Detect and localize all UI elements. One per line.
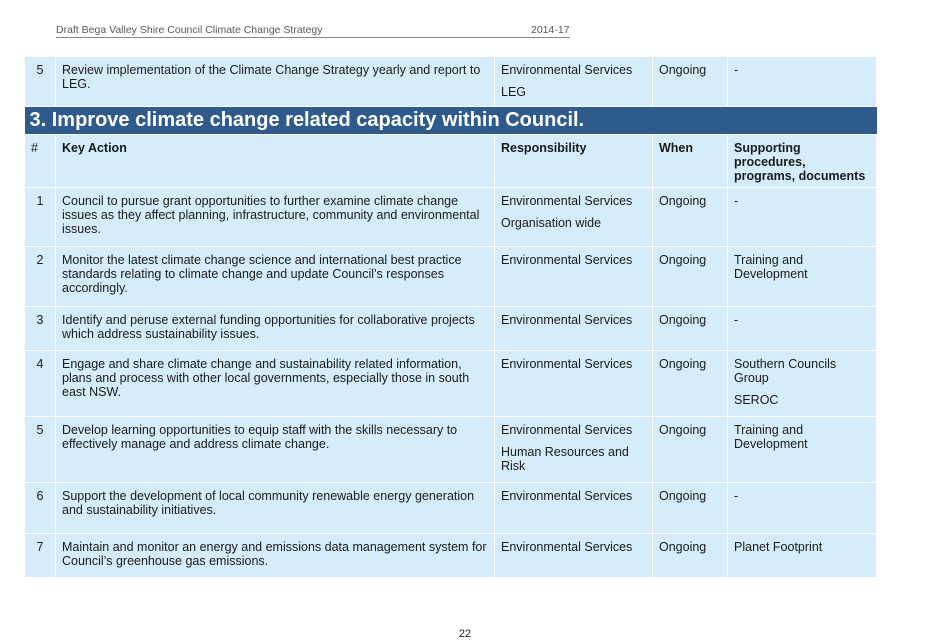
responsibility-cell	[495, 188, 653, 247]
table-row	[25, 188, 877, 247]
row-number: 3	[25, 307, 56, 351]
supporting-cell	[728, 417, 877, 483]
responsibility-cell	[495, 483, 653, 534]
supporting-line: Southern Councils Group	[734, 357, 837, 385]
document-title: Draft Bega Valley Shire Council Climate Change Strategy	[56, 24, 323, 36]
when-cell: Ongoing	[653, 247, 728, 307]
col-header-supporting: Supporting procedures, programs, documents	[728, 135, 877, 188]
responsibility-line: LEG	[501, 85, 527, 99]
responsibility-cell	[495, 57, 653, 107]
table-row	[25, 483, 877, 534]
responsibility-line: Human Resources and Risk	[501, 445, 629, 473]
table-row	[25, 534, 877, 578]
responsibility-line: Environmental Services	[501, 313, 633, 327]
responsibility-line: Environmental Services	[501, 194, 633, 208]
row-number: 4	[25, 351, 56, 417]
supporting-cell	[728, 483, 877, 534]
row-number: 6	[25, 483, 56, 534]
page-number: 22	[458, 628, 472, 640]
table-row	[25, 307, 877, 351]
table-row-prev	[25, 57, 877, 107]
supporting-line: Training and Development	[734, 423, 808, 451]
supporting-cell: -	[728, 57, 877, 107]
when-cell: Ongoing	[653, 417, 728, 483]
responsibility-cell	[495, 534, 653, 578]
table-row	[25, 351, 877, 417]
row-number: 7	[25, 534, 56, 578]
row-number: 5	[25, 417, 56, 483]
col-header-responsibility: Responsibility	[495, 135, 653, 188]
key-action-cell: Develop learning opportunities to equip staff with the skills necessary to effectively manage and address climate change.	[56, 417, 495, 483]
col-header-action: Key Action	[56, 135, 495, 188]
responsibility-line: Environmental Services	[501, 489, 633, 503]
when-cell: Ongoing	[653, 483, 728, 534]
responsibility-line: Organisation wide	[501, 216, 602, 230]
when-cell: Ongoing	[653, 534, 728, 578]
row-number: 2	[25, 247, 56, 307]
when-cell: Ongoing	[653, 188, 728, 247]
key-action-cell: Monitor the latest climate change science and international best practice standards relating to climate change and update Council’s responses accordingly.	[56, 247, 495, 307]
responsibility-cell	[495, 307, 653, 351]
col-header-num: #	[25, 135, 56, 188]
col-header-when: When	[653, 135, 728, 188]
section-heading: 3. Improve climate change related capacity within Council.	[25, 107, 877, 135]
row-number: 5	[25, 57, 56, 107]
responsibility-line: Environmental Services	[501, 253, 633, 267]
key-action-cell: Maintain and monitor an energy and emissions data management system for Council’s greenhouse gas emissions.	[56, 534, 495, 578]
responsibility-cell	[495, 247, 653, 307]
supporting-cell	[728, 247, 877, 307]
responsibility-line: Environmental Services	[501, 540, 633, 554]
when-cell: Ongoing	[653, 57, 728, 107]
table-row	[25, 417, 877, 483]
column-header-row	[25, 135, 877, 188]
responsibility-line: Environmental Services	[501, 423, 633, 437]
when-cell: Ongoing	[653, 351, 728, 417]
supporting-line: SEROC	[734, 393, 779, 407]
page-header	[56, 24, 570, 38]
document-year: 2014-17	[531, 24, 570, 36]
supporting-line: -	[734, 194, 739, 208]
supporting-line: -	[734, 313, 739, 327]
supporting-line: Planet Footprint	[734, 540, 823, 554]
key-action-cell: Council to pursue grant opportunities to further examine climate change issues as they affect planning, infrastructure, community and environmental issues.	[56, 188, 495, 247]
key-action-cell: Support the development of local community renewable energy generation and sustainability initiatives.	[56, 483, 495, 534]
when-cell: Ongoing	[653, 307, 728, 351]
responsibility-cell	[495, 351, 653, 417]
key-action-cell: Identify and peruse external funding opportunities for collaborative projects which address sustainability issues.	[56, 307, 495, 351]
supporting-line: Training and Development	[734, 253, 808, 281]
supporting-cell	[728, 188, 877, 247]
responsibility-cell	[495, 417, 653, 483]
responsibility-line: Environmental Services	[501, 63, 633, 77]
key-action-cell: Review implementation of the Climate Change Strategy yearly and report to LEG.	[56, 57, 495, 107]
supporting-line: -	[734, 489, 739, 503]
action-table	[24, 56, 877, 578]
supporting-cell	[728, 307, 877, 351]
responsibility-line: Environmental Services	[501, 357, 633, 371]
row-number: 1	[25, 188, 56, 247]
table-row	[25, 247, 877, 307]
section-heading-row	[25, 107, 877, 135]
supporting-cell	[728, 534, 877, 578]
supporting-cell	[728, 351, 877, 417]
key-action-cell: Engage and share climate change and sustainability related information, plans and process with other local governments, especially those in south east NSW.	[56, 351, 495, 417]
